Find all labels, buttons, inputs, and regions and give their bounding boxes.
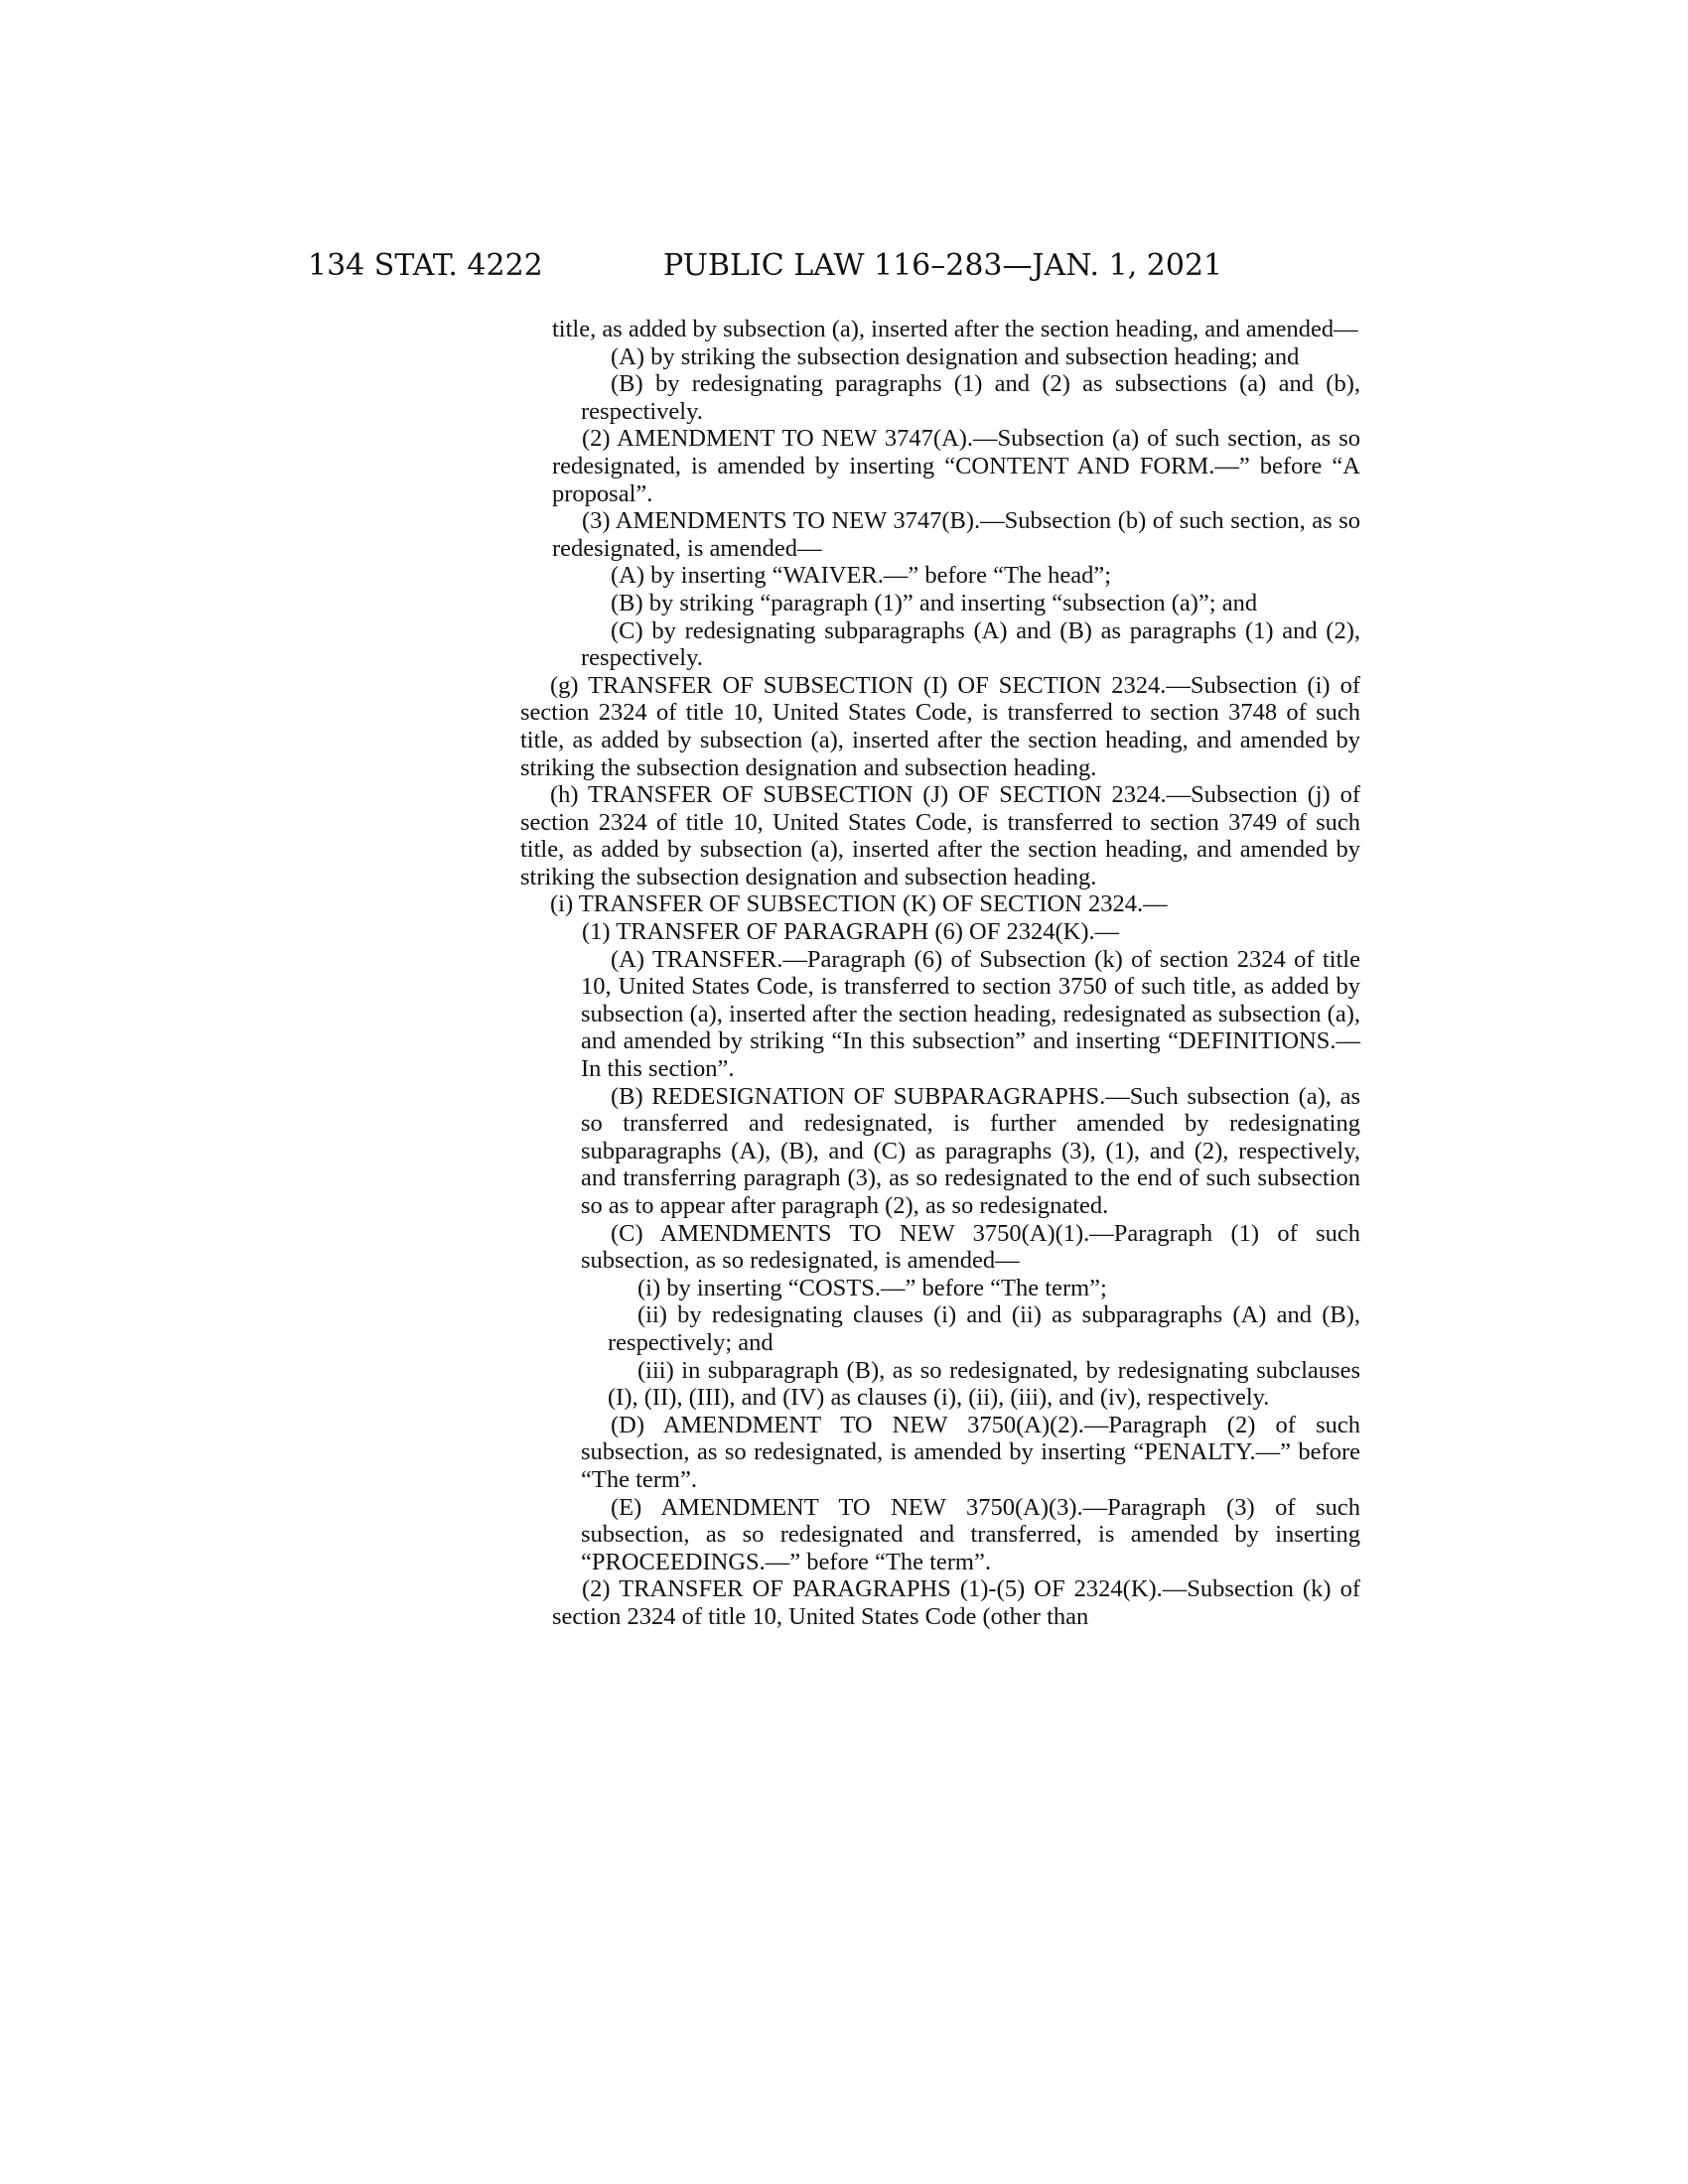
paragraph: (D) AMENDMENT TO NEW 3750(A)(2).—Paragraph (2) of such subsection, as so redesignated, is amended by inserting “PENALTY.—” before “The term”. [581, 1411, 1360, 1493]
document-body [0, 316, 1688, 1631]
paragraph: (1) TRANSFER OF PARAGRAPH (6) OF 2324(K).— [582, 918, 1120, 946]
paragraph: (C) AMENDMENTS TO NEW 3750(A)(1).—Paragraph (1) of such subsection, as so redesignated, is amended— [581, 1219, 1360, 1275]
paragraph: (ii) by redesignating clauses (i) and (ii) as subparagraphs (A) and (B), respectively; and [608, 1301, 1360, 1356]
paragraph: (2) TRANSFER OF PARAGRAPHS (1)-(5) OF 2324(K).—Subsection (k) of section 2324 of title 10, United States Code (other than [552, 1575, 1360, 1630]
paragraph: (h) TRANSFER OF SUBSECTION (J) OF SECTION 2324.—Subsection (j) of section 2324 of title 10, United States Code, is transferred to section 3749 of such title, as added by subsection (a), inserted after the section heading, and amended by striking the subsection designation and subsection heading. [520, 781, 1360, 890]
paragraph: (iii) in subparagraph (B), as so redesignated, by redesignating subclauses (I), (II), (III), and (IV) as clauses (i), (ii), (iii), and (iv), respectively. [608, 1356, 1360, 1412]
paragraph: (C) by redesignating subparagraphs (A) and (B) as paragraphs (1) and (2), respectively. [581, 616, 1360, 672]
paragraph: (B) by striking “paragraph (1)” and inserting “subsection (a)”; and [611, 589, 1258, 616]
paragraph: (2) AMENDMENT TO NEW 3747(A).—Subsection (a) of such section, as so redesignated, is amended by inserting “CONTENT AND FORM.—” before “A proposal”. [552, 425, 1360, 507]
paragraph: (A) by inserting “WAIVER.—” before “The head”; [611, 562, 1112, 590]
page-header [0, 246, 1688, 286]
paragraph: (B) by redesignating paragraphs (1) and (2) as subsections (a) and (b), respectively. [581, 370, 1360, 425]
paragraph: (A) TRANSFER.—Paragraph (6) of Subsection (k) of section 2324 of title 10, United States Code, is transferred to section 3750 of such title, as added by subsection (a), inserted after the section heading, redesignated as subsection (a), and amended by striking “In this subsection” and inserting “DEFINITIONS.—In this section”. [581, 945, 1360, 1083]
statute-page-number: 134 STAT. 4222 [308, 248, 543, 283]
paragraph: (B) REDESIGNATION OF SUBPARAGRAPHS.—Such subsection (a), as so transferred and redesignated, is further amended by redesignating subparagraphs (A), (B), and (C) as paragraphs (3), (1), and (2), respectively, and transferring paragraph (3), as so redesignated to the end of such subsection so as to appear after paragraph (2), as so redesignated. [581, 1082, 1360, 1219]
public-law-title: PUBLIC LAW 116–283—JAN. 1, 2021 [663, 248, 1223, 283]
paragraph: title, as added by subsection (a), inserted after the section heading, and amended— [552, 316, 1358, 342]
paragraph: (3) AMENDMENTS TO NEW 3747(B).—Subsection (b) of such section, as so redesignated, is amended— [552, 507, 1360, 562]
paragraph: (i) TRANSFER OF SUBSECTION (K) OF SECTION 2324.— [550, 890, 1168, 918]
paragraph: (i) by inserting “COSTS.—” before “The term”; [637, 1274, 1107, 1301]
paragraph: (g) TRANSFER OF SUBSECTION (I) OF SECTION 2324.—Subsection (i) of section 2324 of title 10, United States Code, is transferred to section 3748 of such title, as added by subsection (a), inserted after the section heading, and amended by striking the subsection designation and subsection heading. [520, 671, 1360, 781]
paragraph: (A) by striking the subsection designation and subsection heading; and [611, 342, 1300, 370]
paragraph: (E) AMENDMENT TO NEW 3750(A)(3).—Paragraph (3) of such subsection, as so redesignated and transferred, is amended by inserting “PROCEEDINGS.—” before “The term”. [581, 1493, 1360, 1575]
